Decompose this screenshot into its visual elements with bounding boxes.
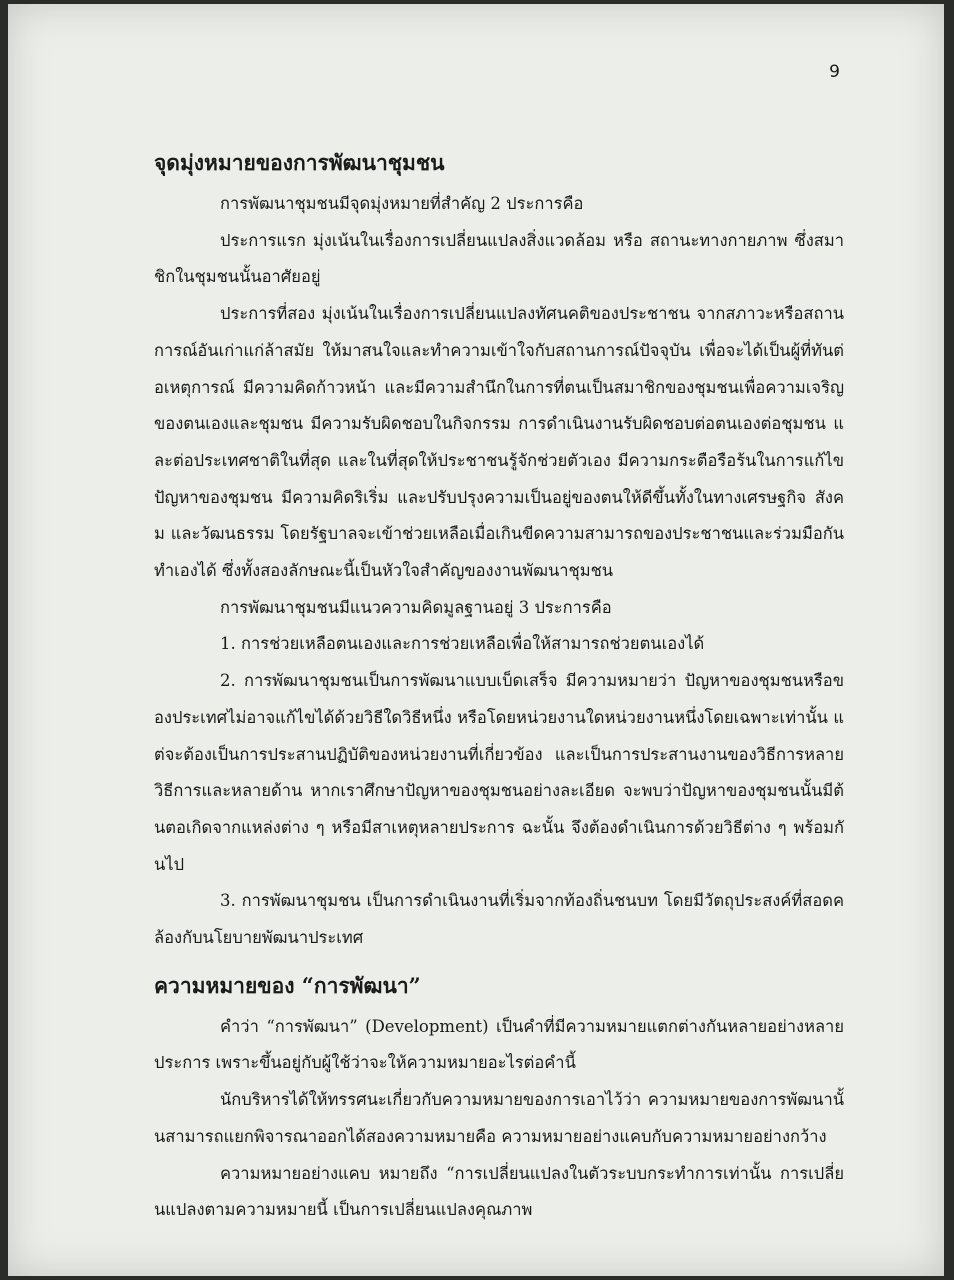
concept-item-3: 3. การพัฒนาชุมชน เป็นการดำเนินงานที่เริ่มจากท้องถิ่นชนบท โดยมีวัตถุประสงค์ที่สอดคล้องกับนโยบายพัฒนาประเทศ: [154, 891, 844, 948]
page-content: [154, 144, 844, 1229]
page-number: 9: [829, 62, 840, 82]
concept-list: [154, 626, 844, 956]
paragraph-first-goal: ประการแรก มุ่งเน้นในเรื่องการเปลี่ยนแปลงสิ่งแวดล้อม หรือ สถานะทางกายภาพ ซึ่งสมาชิกในชุมชนนั้นอาศัยอยู่: [154, 230, 844, 287]
paragraph-development-word: คำว่า “การพัฒนา” (Development) เป็นคำที่มีความหมายแตกต่างกันหลายอย่างหลายประการ เพราะขึ้นอยู่กับผู้ใช้ว่าจะให้ความหมายอะไรต่อคำนี้: [154, 1016, 844, 1073]
document-page: [8, 4, 944, 1276]
paragraph-narrow-meaning: ความหมายอย่างแคบ หมายถึง “การเปลี่ยนแปลงในตัวระบบกระทำการเท่านั้น การเปลี่ยนแปลงตามความหมายนี้ เป็นการเปลี่ยนแปลงคุณภาพ: [154, 1163, 844, 1220]
concept-item-1: 1. การช่วยเหลือตนเองและการช่วยเหลือเพื่อให้สามารถช่วยตนเองได้: [220, 634, 705, 654]
paragraph-concepts-intro: การพัฒนาชุมชนมีแนวความคิดมูลฐานอยู่ 3 ประการคือ: [220, 597, 612, 617]
paragraph-administrators-view: นักบริหารได้ให้ทรรศนะเกี่ยวกับความหมายของการเอาไว้ว่า ความหมายของการพัฒนานั้นสามารถแยกพิจารณาออกได้สองความหมายคือ ความหมายอย่างแคบกับความหมายอย่างกว้าง: [154, 1090, 844, 1146]
paragraph-second-goal: ประการที่สอง มุ่งเน้นในเรื่องการเปลี่ยนแปลงทัศนคติของประชาชน จากสภาวะหรือสถานการณ์อันเก่าแก่ล้าสมัย ให้มาสนใจและทำความเข้าใจกับสถานการณ์ปัจจุบัน เพื่อจะได้เป็นผู้ที่ทันต่อเหตุการณ์ มีความคิดก้าวหน้า และมีความสำนึกในการที่ตนเป็นสมาชิกของชุมชนเพื่อความเจริญของตนเองและชุมชน มีความรับผิดชอบในกิจกรรม การดำเนินงานรับผิดชอบต่อตนเองต่อชุมชน และต่อประเทศชาติในที่สุด และในที่สุดให้ประชาชนรู้จักช่วยตัวเอง มีความกระตือรือร้นในการแก้ไขปัญหาของชุมชน มีความคิดริเริ่ม และปรับปรุงความเป็นอยู่ของตนให้ดีขึ้นทั้งในทางเศรษฐกิจ สังคม และวัฒนธรรม โดยรัฐบาลจะเข้าช่วยเหลือเมื่อเกินขีดความสามารถของประชาชนและร่วมมือกันทำเองได้ ซึ่งทั้งสองลักษณะนี้เป็นหัวใจสำคัญของงานพัฒนาชุมชน: [154, 304, 844, 581]
paragraph-goals-intro: การพัฒนาชุมชนมีจุดมุ่งหมายที่สำคัญ 2 ประการคือ: [220, 194, 584, 213]
concept-item-2: 2. การพัฒนาชุมชนเป็นการพัฒนาแบบเบ็ดเสร็จ มีความหมายว่า ปัญหาของชุมชนหรือของประเทศไม่อาจแก้ไขได้ด้วยวิธีใดวิธีหนึ่ง หรือโดยหน่วยงานใดหน่วยงานหนึ่งโดยเฉพาะเท่านั้น แต่จะต้องเป็นการประสานปฏิบัติของหน่วยงานที่เกี่ยวข้อง และเป็นการประสานงานของวิธีการหลายวิธีการและหลายด้าน หากเราศึกษาปัญหาของชุมชนอย่างละเอียด จะพบว่าปัญหาของชุมชนนั้นมีต้นตอเกิดจากแหล่งต่าง ๆ หรือมีสาเหตุหลายประการ ฉะนั้น จึงต้องดำเนินการด้วยวิธีต่าง ๆ พร้อมกันไป: [154, 671, 844, 874]
section-heading-meaning-of-development: ความหมายของ “การพัฒนา”: [154, 972, 421, 998]
section-heading-community-development-goals: จุดมุ่งหมายของการพัฒนาชุมชน: [154, 150, 445, 175]
